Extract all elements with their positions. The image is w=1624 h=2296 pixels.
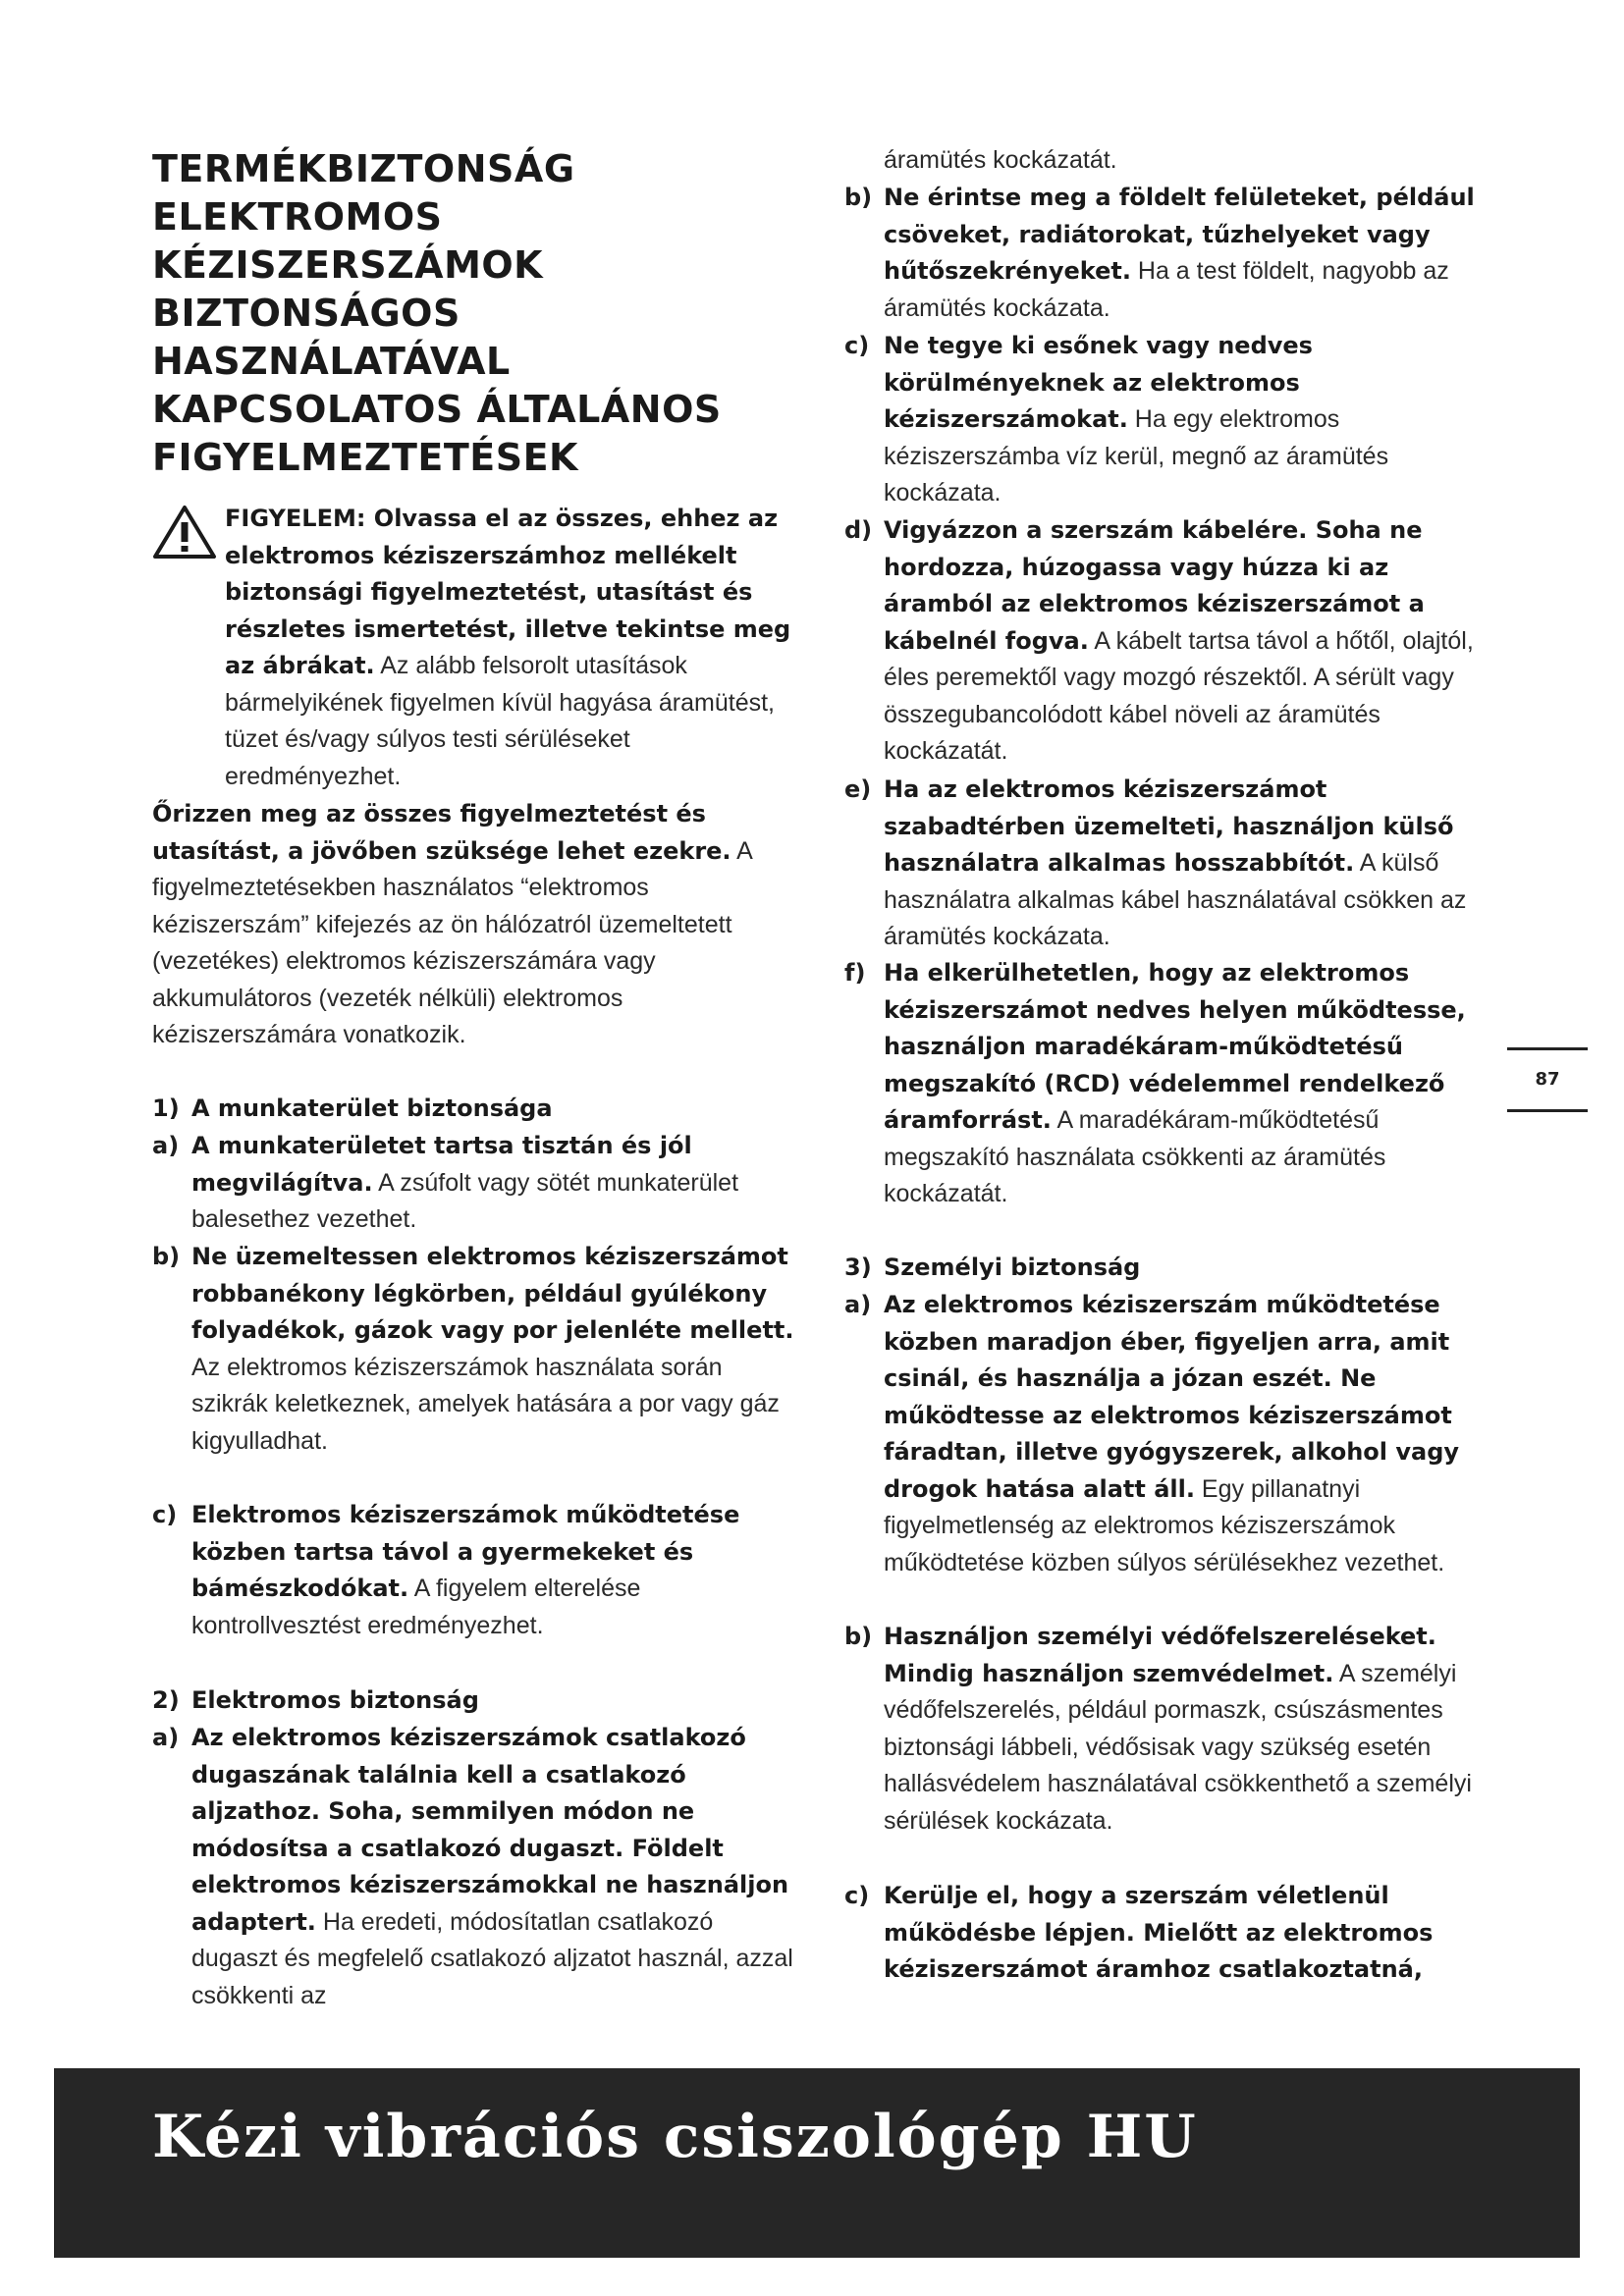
item-text: Az elektromos kéziszerszámok használata során szikrák keletkeznek, amelyek hatására a por vagy gáz kigyulladhat. xyxy=(191,1353,780,1455)
item-bold: Ne érintse meg a földelt felületeket, például csöveket, radiátorokat, tűzhelyeket vagy hűtőszekrényeket. xyxy=(884,184,1475,285)
item-bold: Elektromos kéziszerszámok működtetése közben tartsa távol a gyermekeket és bámészkodókat. xyxy=(191,1501,740,1602)
section-heading xyxy=(152,1091,800,1128)
item-text: A zsúfolt vagy sötét munkaterület balesethez vezethet. xyxy=(191,1168,739,1233)
item-label: a) xyxy=(152,1132,180,1159)
item-bold: Ha az elektromos kéziszerszámot szabadtérben üzemelteti, használjon külső használatra alkalmas hosszabbítót. xyxy=(884,775,1454,877)
item-label: a) xyxy=(844,1291,872,1318)
item-text: A külső használatra alkalmas kábel használatával csökken az áramütés kockázata. xyxy=(884,849,1467,950)
list-item xyxy=(844,180,1492,327)
item-label: b) xyxy=(844,184,873,211)
item-label: c) xyxy=(844,332,870,359)
item-bold: Az elektromos kéziszerszám működtetése közben maradjon éber, figyeljen arra, amit csinál, és használja a józan eszét. Ne működtesse az elektromos kéziszerszámot fáradtan, illetve gyógyszerek, alkohol vagy drogok hatása alatt áll. xyxy=(884,1291,1460,1503)
item-bold: Vigyázzon a szerszám kábelére. Soha ne hordozza, húzogassa vagy húzza ki az áramból az elektromos kéziszerszámot a kábelnél fogva. xyxy=(884,516,1425,655)
item-label: e) xyxy=(844,775,872,803)
item-label: a) xyxy=(152,1724,180,1751)
item-label: b) xyxy=(844,1623,873,1650)
item-label: c) xyxy=(844,1882,870,1909)
item-bold: Ne tegye ki esőnek vagy nedves körülményeknek az elektromos kéziszerszámokat. xyxy=(884,332,1313,433)
item-label: d) xyxy=(844,516,873,544)
item-label: f) xyxy=(844,959,866,987)
item-bold: Kerülje el, hogy a szerszám véletlenül működésbe lépjen. Mielőtt az elektromos kéziszerszámot áramhoz csatlakoztatná, xyxy=(884,1882,1434,1983)
warning-bold: FIGYELEM: Olvassa el az összes, ehhez az elektromos kéziszerszámhoz mellékelt biztonsági figyelmeztetést, utasítást és részletes ismertetést, illetve tekintse meg az ábrákat. xyxy=(225,505,791,679)
list-item xyxy=(844,1287,1492,1581)
item-label: c) xyxy=(152,1501,178,1528)
title-line: HASZNÁLATÁVAL xyxy=(152,340,511,383)
list-item xyxy=(844,955,1492,1213)
warning-text: Az alább felsorolt utasítások bármelyikének figyelmen kívül hagyása áramütést, tüzet és/vagy súlyos testi sérüléseket eredményezhet. xyxy=(225,652,775,790)
item-bold: Használjon személyi védőfelszereléseket. Mindig használjon szemvédelmet. xyxy=(884,1623,1436,1687)
item-text: Ha a test földelt, nagyobb az áramütés kockázata. xyxy=(884,257,1449,322)
section-title: Elektromos biztonság xyxy=(191,1686,479,1714)
section-heading xyxy=(152,1682,800,1720)
item-bold: Ne üzemeltessen elektromos kéziszerszámot robbanékony légkörben, például gyúlékony folyadékok, gázok vagy por jelenléte mellett. xyxy=(191,1243,794,1344)
item-text: A maradékáram-működtetésű megszakító használata csökkenti az áramütés kockázatát. xyxy=(884,1106,1386,1207)
footer-title: Kézi vibrációs csiszológép HU xyxy=(152,2103,1198,2171)
section-number: 1) xyxy=(152,1095,180,1122)
title-line: BIZTONSÁGOS xyxy=(152,292,460,335)
title-line: KÉZISZERSZÁMOK xyxy=(152,243,544,287)
item-text: A személyi védőfelszerelés, például pormaszk, csúszásmentes biztonsági lábbeli, védősisak vagy szükség esetén hallásvédelem használatával csökkenthető a személyi sérülések kockázata. xyxy=(884,1659,1472,1835)
item-bold: Az elektromos kéziszerszámok csatlakozó dugaszának találnia kell a csatlakozó aljzathoz. Soha, semmilyen módon ne módosítsa a csatlakozó dugaszt. Földelt elektromos kéziszerszámokkal ne használjon adaptert. xyxy=(191,1724,789,1936)
page-number: 87 xyxy=(1507,1047,1588,1112)
footer-band xyxy=(54,2068,1580,2258)
list-item xyxy=(844,1878,1492,1989)
warning-triangle-icon xyxy=(152,505,217,560)
title-line: FIGYELMEZTETÉSEK xyxy=(152,436,578,479)
item-bold: A munkaterületet tartsa tisztán és jól megvilágítva. xyxy=(191,1132,692,1197)
list-item xyxy=(152,1497,800,1644)
title-line: KAPCSOLATOS ÁLTALÁNOS xyxy=(152,388,722,431)
keep-text: A figyelmeztetésekben használatos “elektromos kéziszerszám” kifejezés az ön hálózatról üzemeltetett (vezetékes) elektromos kéziszerszámára vagy akkumulátoros (vezeték nélküli) elektromos kéziszerszámára vonatkozik. xyxy=(152,836,752,1048)
item-label: b) xyxy=(152,1243,181,1270)
list-item xyxy=(844,772,1492,956)
title-line: ELEKTROMOS xyxy=(152,195,443,239)
list-item xyxy=(152,1239,800,1460)
continuation-text xyxy=(844,142,1492,180)
item-text: A kábelt tartsa távol a hőtől, olajtól, éles peremektől vagy mozgó részektől. A sérült vagy összegubancolódott kábel növeli az áramütés kockázatát. xyxy=(884,626,1474,765)
section-heading xyxy=(844,1250,1492,1287)
keep-bold: Őrizzen meg az összes figyelmeztetést és utasítást, a jövőben szüksége lehet ezekre. xyxy=(152,800,731,865)
section-title: A munkaterület biztonsága xyxy=(191,1095,553,1122)
page-title xyxy=(152,145,800,482)
item-text: A figyelem elterelése kontrollvesztést eredményezhet. xyxy=(191,1575,641,1639)
list-item xyxy=(844,512,1492,771)
title-line: TERMÉKBIZTONSÁG xyxy=(152,147,575,190)
section-number: 3) xyxy=(844,1254,872,1281)
warning-paragraph xyxy=(152,501,800,795)
item-text: Egy pillanatnyi figyelmetlenség az elektromos kéziszerszámok működtetése közben súlyos sérülésekhez vezethet. xyxy=(884,1474,1445,1576)
list-item xyxy=(152,1128,800,1239)
keep-paragraph xyxy=(152,796,800,1054)
item-text: Ha eredeti, módosítatlan csatlakozó dugaszt és megfelelő csatlakozó aljzatot használ, azzal csökkenti az xyxy=(191,1907,793,2009)
list-item xyxy=(152,1720,800,2014)
section-number: 2) xyxy=(152,1686,180,1714)
list-item xyxy=(844,1619,1492,1840)
item-bold: Ha elkerülhetetlen, hogy az elektromos kéziszerszámot nedves helyen működtesse, használjon maradékáram-működtetésű megszakító (RCD) védelemmel rendelkező áramforrást. xyxy=(884,959,1466,1134)
item-text: Ha egy elektromos kéziszerszámba víz kerül, megnő az áramütés kockázata. xyxy=(884,405,1389,507)
list-item xyxy=(844,328,1492,512)
continuation-line: áramütés kockázatát. xyxy=(884,146,1117,174)
section-title: Személyi biztonság xyxy=(884,1254,1141,1281)
